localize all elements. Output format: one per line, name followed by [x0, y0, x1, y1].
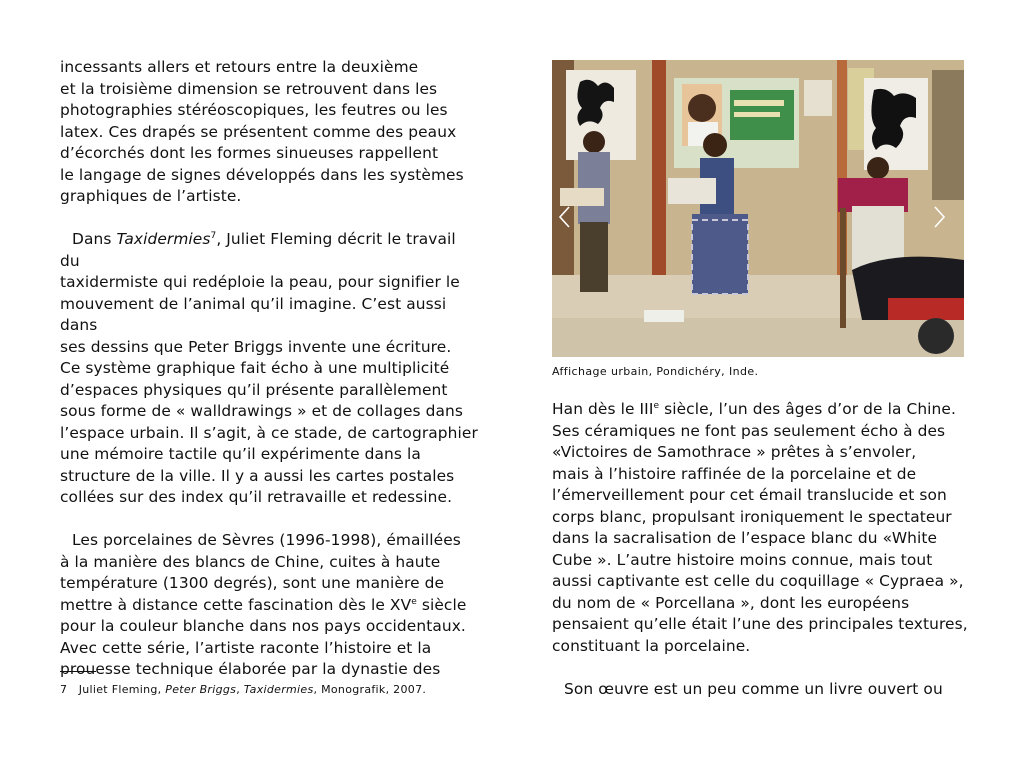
text-line: photographies stéréoscopiques, les feutres ou les [60, 101, 448, 119]
text-line: Cube ». L’autre histoire moins connue, mais tout [552, 550, 933, 569]
right-column [552, 399, 972, 700]
text-line: structure de la ville. Il y a aussi les cartes postales [60, 466, 455, 485]
text-fragment: siècle [416, 595, 467, 614]
text-line: Avec cette série, l’artiste raconte l’histoire et la [60, 638, 432, 657]
paragraph-5: Son œuvre est un peu comme un livre ouvert ou [564, 679, 943, 698]
footnote-title: Taxidermies [243, 683, 314, 696]
paragraph-4 [552, 399, 972, 657]
left-column [60, 57, 480, 681]
text-line: mouvement de l’animal qu’il imagine. C’est aussi dans [60, 294, 447, 334]
text-line: température (1300 degrés), sont une manière de [60, 574, 445, 592]
footnote-ref[interactable]: 7 [210, 230, 217, 241]
text-line: à la manière des blancs de Chine, cuites à haute [60, 552, 441, 571]
text-line: ses dessins que Peter Briggs invente une écriture. [60, 337, 452, 356]
text-line: l’espace urbain. Il s’agit, à ce stade, de cartographier [60, 423, 478, 442]
superscript: e [411, 596, 417, 607]
text-line: pour la couleur blanche dans nos pays occidentaux. [60, 617, 466, 635]
footnote-title: Peter Briggs [165, 683, 237, 696]
text-fragment: Dans [72, 230, 117, 248]
text-line: sous forme de « walldrawings » et de collages dans [60, 402, 463, 420]
text-fragment: Han dès le III [552, 400, 654, 418]
footnote-rule [60, 671, 96, 672]
footnote [60, 683, 426, 696]
text-line: graphiques de l’artiste. [60, 187, 242, 205]
text-line: d’écorchés dont les formes sinueuses rappellent [60, 144, 439, 162]
footnote-separator: , [236, 683, 244, 696]
text-line: et la troisième dimension se retrouvent dans les [60, 79, 438, 98]
text-line: Ce système graphique fait écho à une multiplicité [60, 359, 450, 377]
text-line: d’espaces physiques qu’il présente parallèlement [60, 380, 448, 399]
paragraph-1 [60, 57, 480, 208]
chevron-right-icon[interactable] [930, 205, 948, 229]
text-line: corps blanc, propulsant ironiquement le spectateur [552, 507, 952, 526]
text-line: «Victoires de Samothrace » prêtes à s’envoler, [552, 443, 917, 461]
text-line: mettre à distance cette fascination dès le XV [60, 595, 412, 614]
text-line: constituant la porcelaine. [552, 636, 751, 655]
footnote-author: Juliet Fleming, [78, 683, 166, 696]
text-line: incessants allers et retours entre la deuxième [60, 58, 419, 76]
text-line: le langage de signes développés dans les systèmes [60, 165, 464, 184]
text-fragment: siècle, l’un des âges d’or de la Chine. [659, 400, 956, 418]
text-line: collées sur des index qu’il retravaille et redessine. [60, 488, 453, 506]
text-line: latex. Ces drapés se présentent comme des peaux [60, 122, 457, 141]
text-fragment: , Juliet Fleming décrit le travail du [60, 230, 456, 270]
footnote-publisher: , Monografik, 2007. [313, 683, 427, 696]
text-line: prouesse technique élaborée par la dynastie des [60, 660, 441, 678]
photo-illustration [552, 60, 964, 357]
book-title: Taxidermies [116, 230, 211, 248]
paragraph-2 [60, 229, 480, 509]
text-line: taxidermiste qui redéploie la peau, pour signifier le [60, 273, 460, 291]
street-photo [552, 60, 964, 357]
text-line: dans la sacralisation de l’espace blanc du «White [552, 529, 938, 547]
text-line: aussi captivante est celle du coquillage « Cypraea », [552, 572, 964, 590]
text-line: pensaient qu’elle était l’une des principales textures, [552, 615, 968, 633]
chevron-left-icon[interactable] [556, 205, 574, 229]
text-line: une mémoire tactile qu’il expérimente dans la [60, 445, 421, 463]
footnote-number: 7 [60, 683, 68, 696]
superscript: e [653, 400, 660, 411]
text-line: du nom de « Porcellana », dont les européens [552, 593, 910, 612]
text-line: Ses céramiques ne font pas seulement écho à des [552, 421, 946, 440]
photo-caption: Affichage urbain, Pondichéry, Inde. [552, 365, 759, 378]
text-line: Les porcelaines de Sèvres (1996-1998), émaillées [72, 531, 461, 549]
text-line: mais à l’histoire raffinée de la porcelaine et de [552, 464, 917, 483]
paragraph-3 [60, 530, 480, 681]
text-line: l’émerveillement pour cet émail translucide et son [552, 486, 947, 504]
